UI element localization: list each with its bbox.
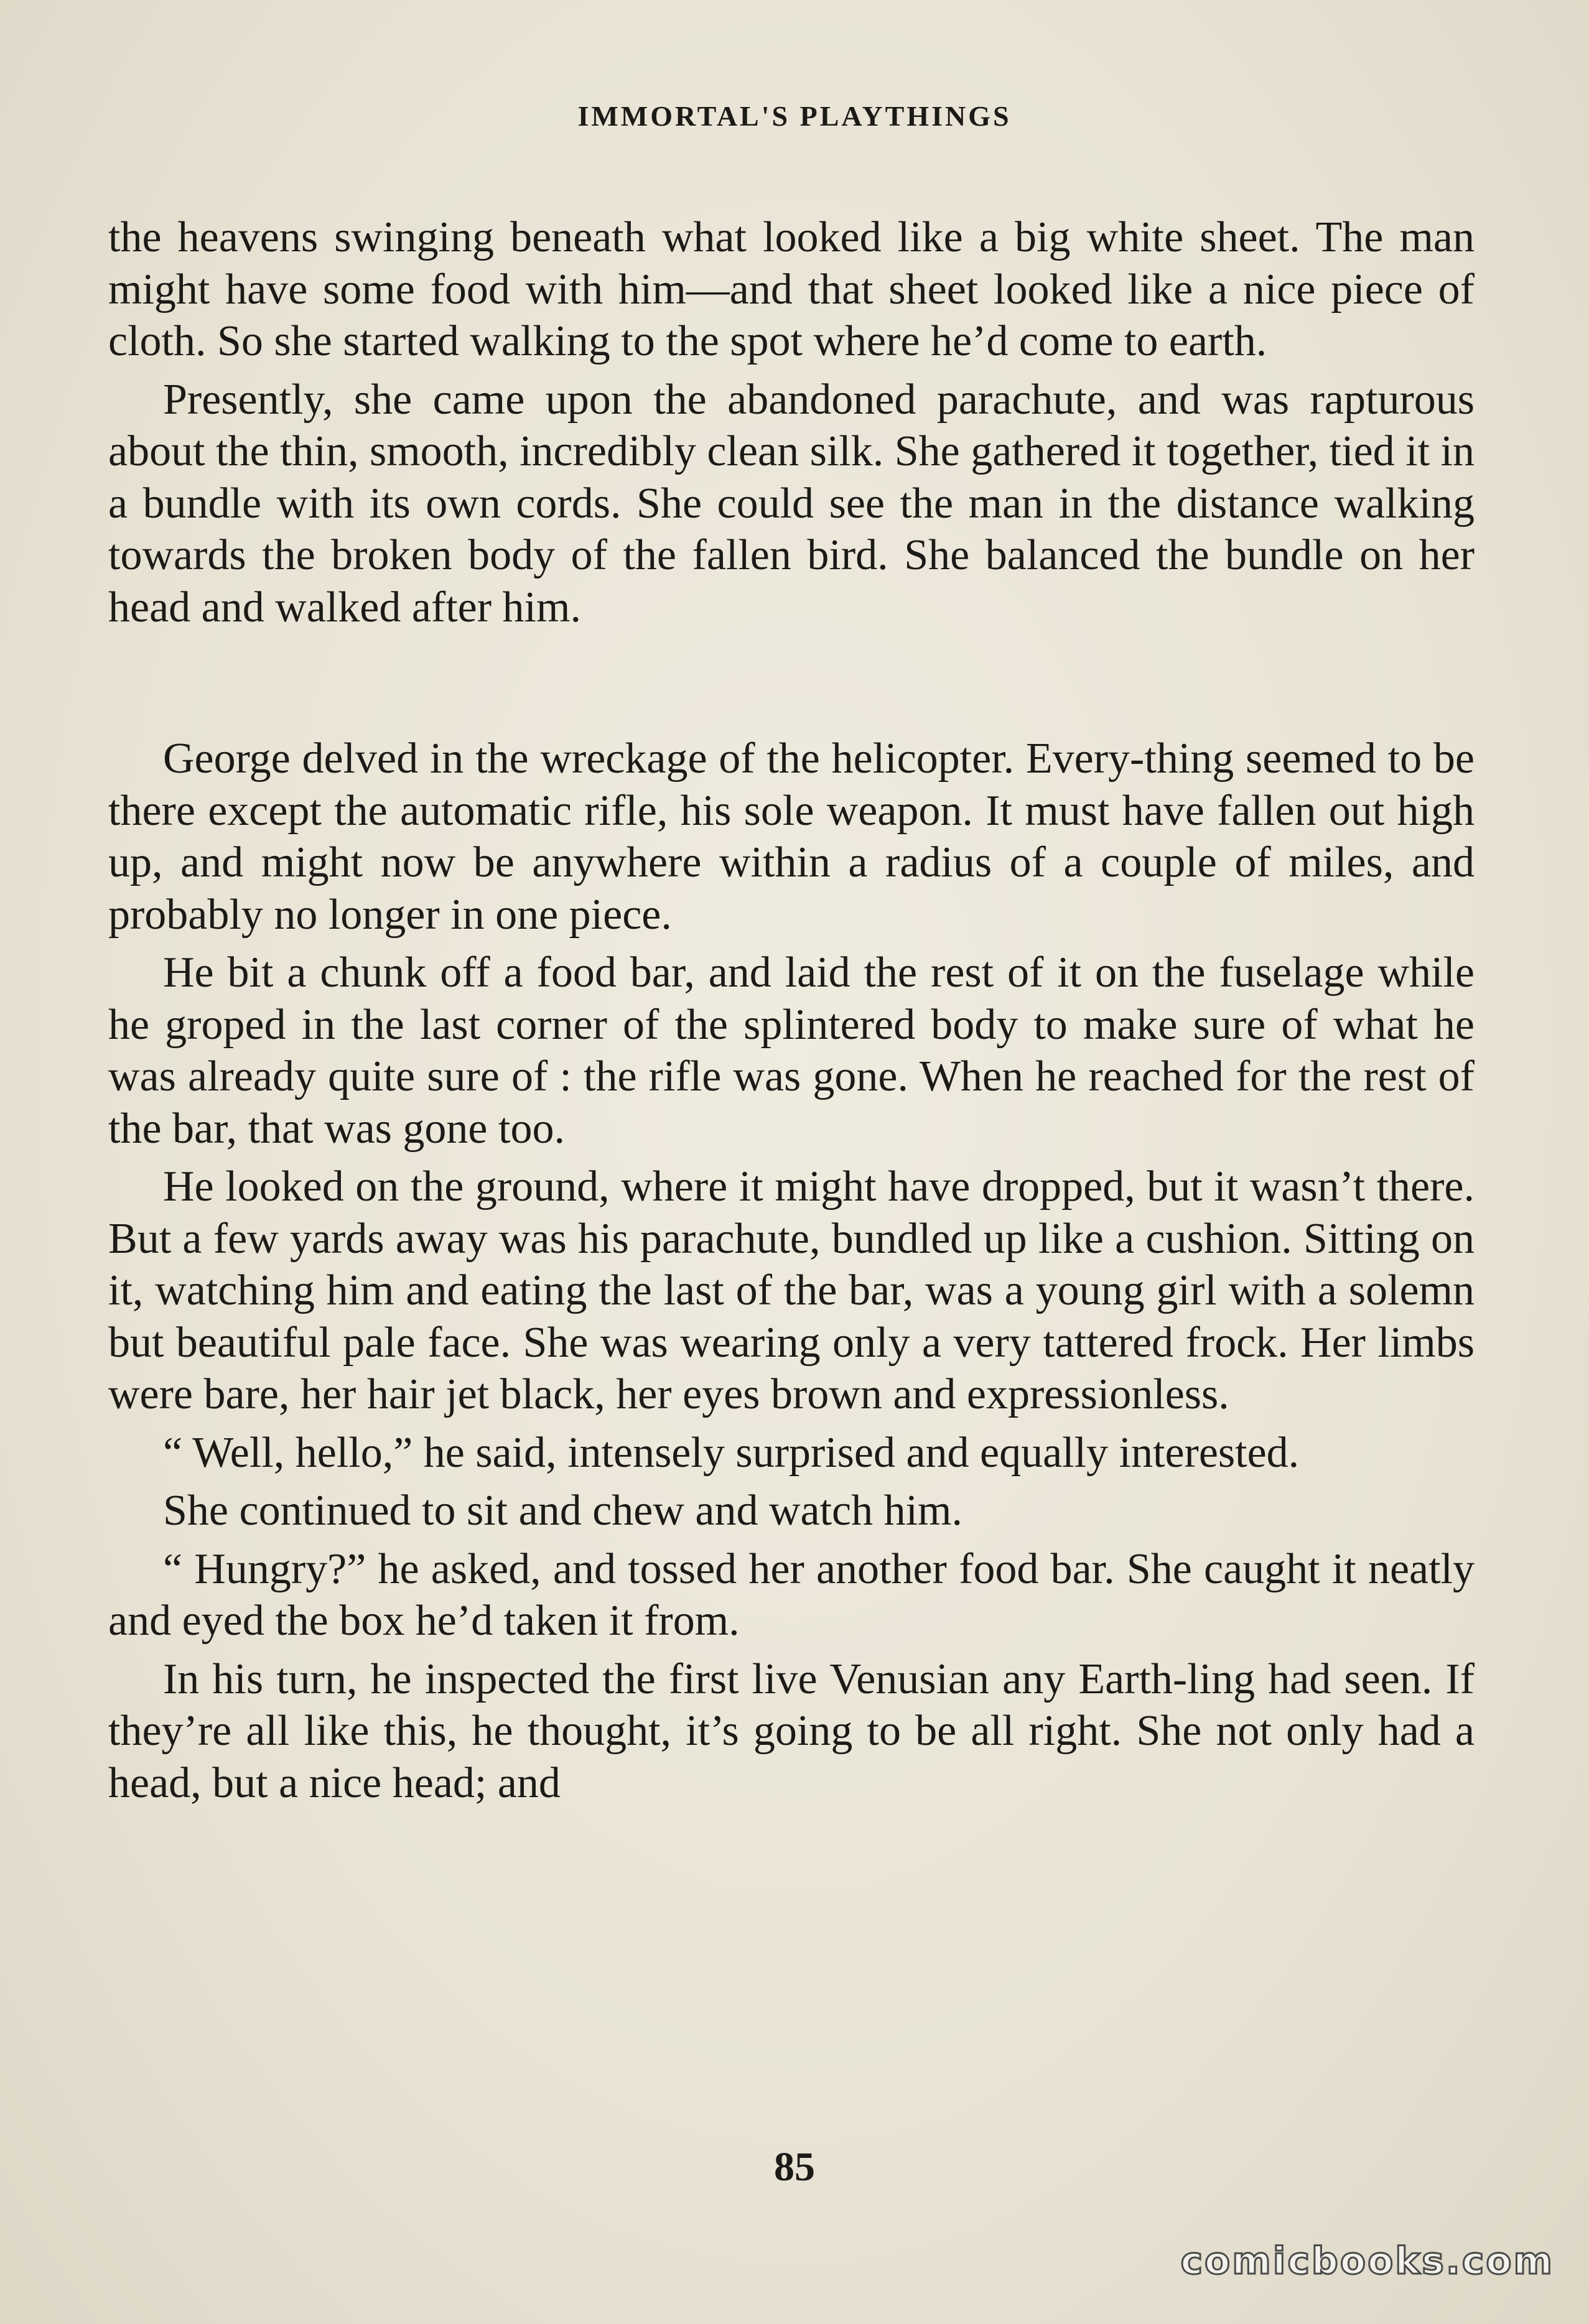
paragraph: “ Hungry?” he asked, and tossed her another food bar. She caught it neatly and eyed the box he’d taken it from. (108, 1545, 1475, 1645)
paragraph: the heavens swinging beneath what looked like a big white sheet. The man might have some food with him—and that sheet looked like a nice piece of cloth. So she started walking to the spot where he’d come to earth. (108, 213, 1475, 365)
paragraph: “ Well, hello,” he said, intensely surprised and equally interested. (163, 1428, 1300, 1477)
paragraph: He looked on the ground, where it might have dropped, but it wasn’t there. But a few yards away was his parachute, bundled up like a cushion. Sitting on it, watching him and eating the last of the bar, was a young girl with a solemn but beautiful pale face. She was wearing only a very tattered frock. Her limbs were bare, her hair jet black, her eyes brown and expressionless. (108, 1163, 1475, 1418)
paragraph: Presently, she came upon the abandoned parachute, and was rapturous about the thin, smooth, incredibly clean silk. She gathered it together, tied it in a bundle with its own cords. She could see the man in the distance walking towards the broken body of the fallen bird. She balanced the bundle on her head and walked after him. (108, 375, 1475, 631)
body-text (108, 211, 1475, 1815)
running-head: IMMORTAL'S PLAYTHINGS (577, 100, 1012, 132)
paragraph: In his turn, he inspected the first live Venusian any Earth-ling had seen. If they’re all like this, he thought, it’s going to be all right. She not only had a head, but a nice head; and (108, 1655, 1475, 1807)
paragraph: She continued to sit and chew and watch him. (163, 1487, 962, 1535)
watermark: comicbooks.com (1180, 2239, 1554, 2283)
paragraph: He bit a chunk off a food bar, and laid the rest of it on the fuselage while he groped in the last corner of the splintered body to make sure of what he was already quite sure of : the rifle was gone. When he reached for the rest of the bar, that was gone too. (108, 949, 1475, 1153)
page-number: 85 (774, 2144, 815, 2190)
paragraph: George delved in the wreckage of the helicopter. Every-thing seemed to be there except the automatic rifle, his sole weapon. It must have fallen out high up, and might now be anywhere within a radius of a couple of miles, and probably no longer in one piece. (108, 735, 1475, 939)
